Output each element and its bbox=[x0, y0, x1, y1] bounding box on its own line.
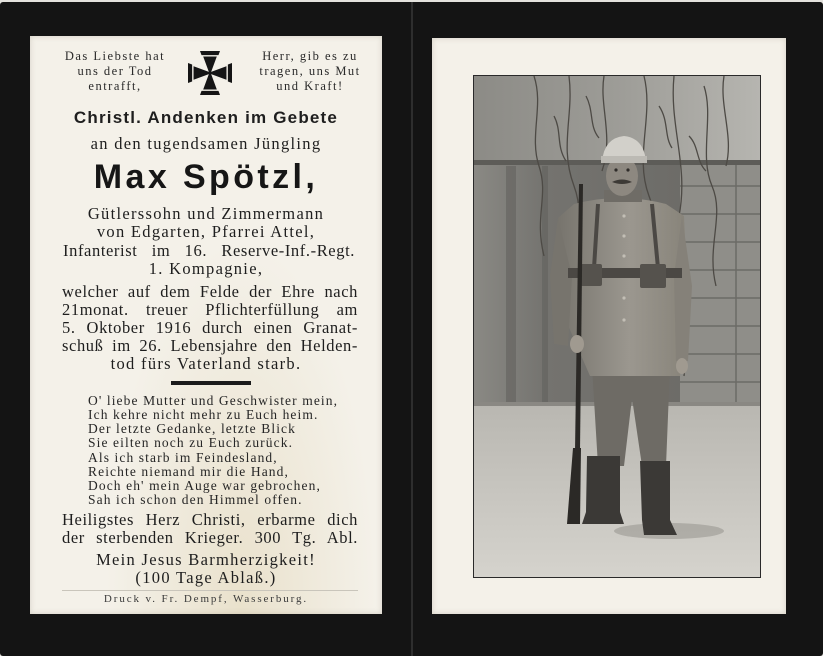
photo-wall-shadow bbox=[542, 166, 548, 406]
poem-line: Als ich starb im Feindesland, bbox=[88, 449, 278, 465]
detail-line: Infanterist im 16. Reserve-Inf.-Regt. bbox=[63, 241, 355, 260]
heading: Christl. Andenken im Gebete bbox=[73, 108, 339, 127]
poem-line: Sie eilten noch zu Euch zurück. bbox=[88, 435, 294, 451]
divider-bar bbox=[171, 381, 251, 385]
portrait-photo bbox=[474, 76, 760, 577]
iron-cross-icon bbox=[186, 49, 234, 97]
death-notice-line: 21monat. treuer Pflichterfüllung am bbox=[62, 300, 358, 319]
iron-cross-inner bbox=[193, 56, 227, 90]
poem-line: Ich kehre nicht mehr zu Euch heim. bbox=[88, 407, 319, 423]
poem-line: Doch eh' mein Auge war gebrochen, bbox=[88, 477, 321, 493]
verse-left bbox=[53, 49, 177, 94]
printer-credit: Druck v. Fr. Dempf, Wasserburg. bbox=[103, 593, 309, 605]
right-page bbox=[432, 38, 786, 614]
detail-line: von Edgarten, Pfarrei Attel, bbox=[96, 222, 316, 241]
soldier-eye bbox=[626, 168, 629, 171]
verse-right-line: Herr, gib es zu bbox=[262, 49, 358, 63]
deceased-name: Max Spötzl, bbox=[93, 158, 319, 196]
photo-fence bbox=[680, 162, 760, 408]
dedication-line: an den tugendsamen Jüngling bbox=[90, 134, 322, 153]
verse-left-line: Das Liebste hat bbox=[64, 49, 166, 63]
poem-line: Reichte niemand mir die Hand, bbox=[88, 463, 289, 479]
verse-right-line: tragen, uns Mut bbox=[259, 64, 361, 78]
poem-line: O' liebe Mutter und Geschwister mein, bbox=[88, 393, 339, 408]
invocation-line: (100 Tage Ablaß.) bbox=[135, 568, 277, 587]
detail-line: 1. Kompagnie, bbox=[148, 259, 264, 278]
soldier-right-hand bbox=[676, 358, 688, 374]
photo-wall-shadow bbox=[506, 166, 516, 406]
printer-rule bbox=[62, 590, 358, 591]
verse-left-line: entrafft, bbox=[88, 79, 142, 93]
memorial-card bbox=[0, 2, 823, 656]
death-notice-line: schuß im 26. Lebensjahre den Helden- bbox=[62, 336, 358, 355]
verse-left-line: uns der Tod bbox=[77, 64, 153, 78]
left-page bbox=[30, 36, 382, 614]
soldier-eye bbox=[614, 168, 617, 171]
prayer-line: der sterbenden Krieger. 300 Tg. Abl. bbox=[62, 528, 358, 547]
verse-right bbox=[248, 49, 372, 94]
verse-right-line: und Kraft! bbox=[276, 79, 344, 93]
poem-line: Der letzte Gedanke, letzte Blick bbox=[88, 421, 296, 437]
death-notice-line: welcher auf dem Felde der Ehre nach bbox=[62, 282, 358, 301]
poem-line: Sah ich schon den Himmel offen. bbox=[88, 492, 303, 508]
prayer-line: Heiligstes Herz Christi, erbarme dich bbox=[62, 510, 358, 529]
death-notice-line: tod fürs Vaterland starb. bbox=[110, 354, 302, 373]
portrait-photo-image bbox=[474, 76, 760, 577]
poem bbox=[88, 394, 378, 507]
soldier-pouch bbox=[640, 264, 666, 288]
soldier-left-boot bbox=[582, 456, 624, 524]
soldier-left-hand bbox=[570, 335, 584, 353]
soldier-cap-band bbox=[601, 156, 647, 163]
death-notice-line: 5. Oktober 1916 durch einen Granat- bbox=[62, 318, 358, 337]
detail-line: Gütlerssohn und Zimmermann bbox=[87, 204, 325, 223]
invocation-line: Mein Jesus Barmherzigkeit! bbox=[96, 550, 316, 569]
card-fold bbox=[411, 2, 413, 656]
